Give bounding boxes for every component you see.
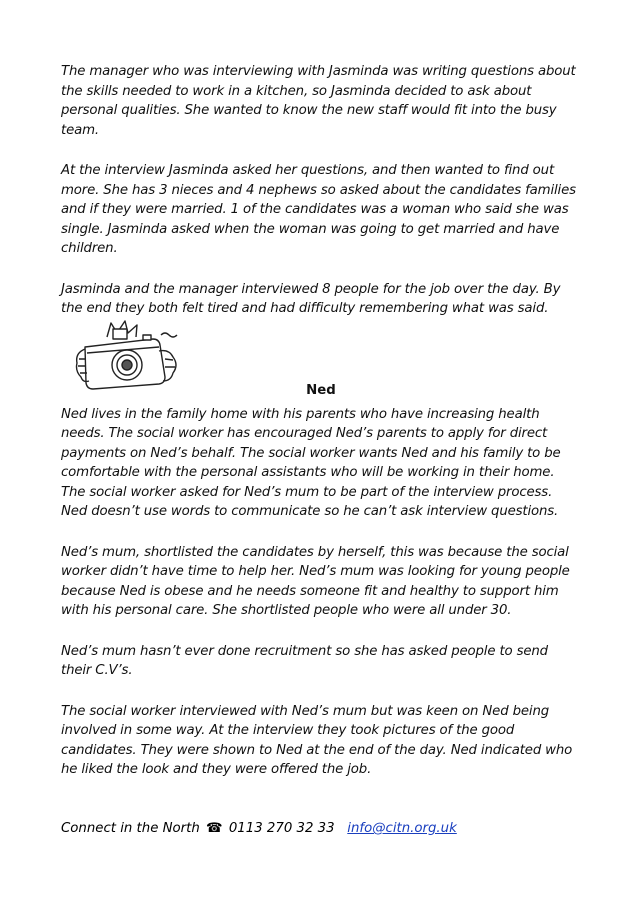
footer-org: Connect in the North (61, 821, 200, 836)
camera-figure-row (61, 319, 581, 397)
footer-email-link[interactable]: info@citn.org.uk (347, 821, 457, 836)
paragraph: At the interview Jasminda asked her questions, and then wanted to find out more. She has 3 nieces and 4 nephews so asked about the candidates families and if they were married. 1 of the candidates was a woman who said she was single. Jasminda asked when the woman was going to get married and have children. (61, 163, 576, 256)
paragraph: The manager who was interviewing with Jasminda was writing questions about the skills needed to work in a kitchen, so Jasminda decided to ask about personal qualities. She wanted to know the new staff would fit into the busy team. (61, 64, 576, 138)
document-body (61, 62, 581, 801)
paragraph: Ned’s mum, shortlisted the candidates by herself, this was because the social worker didn’t have time to help her. Ned’s mum was looking for young people because Ned is obese and he needs someone fit and healthy to support him with his personal care. She shortlisted people who were all under 30. (61, 544, 570, 618)
footer (61, 821, 601, 836)
paragraph: Jasminda and the manager interviewed 8 people for the job over the day. By the end they both felt tired and had difficulty remembering what was said. (61, 281, 561, 316)
paragraph: The social worker interviewed with Ned’s mum but was keen on Ned being involved in some way. At the interview they took pictures of the good candidates. They were shown to Ned at the end of the day. Ned indicated who he liked the look and they were offered the job. (61, 703, 573, 777)
paragraph: Ned lives in the family home with his parents who have increasing health needs. The social worker has encouraged Ned’s parents to apply for direct payments on Ned’s behalf. The social worker wants Ned and his family to be comfortable with the personal assistants who will be working in their home. The social worker asked for Ned’s mum to be part of the interview process. Ned doesn’t use words to communicate so he can’t ask interview questions. (61, 406, 561, 519)
paragraph: Ned’s mum hasn’t ever done recruitment so she has asked people to send their C.V’s. (61, 643, 548, 678)
telephone-icon: ☎ (206, 821, 223, 836)
section-heading-ned: Ned (306, 382, 336, 398)
footer-phone: 0113 270 32 33 (228, 821, 335, 836)
camera-icon (73, 319, 183, 393)
